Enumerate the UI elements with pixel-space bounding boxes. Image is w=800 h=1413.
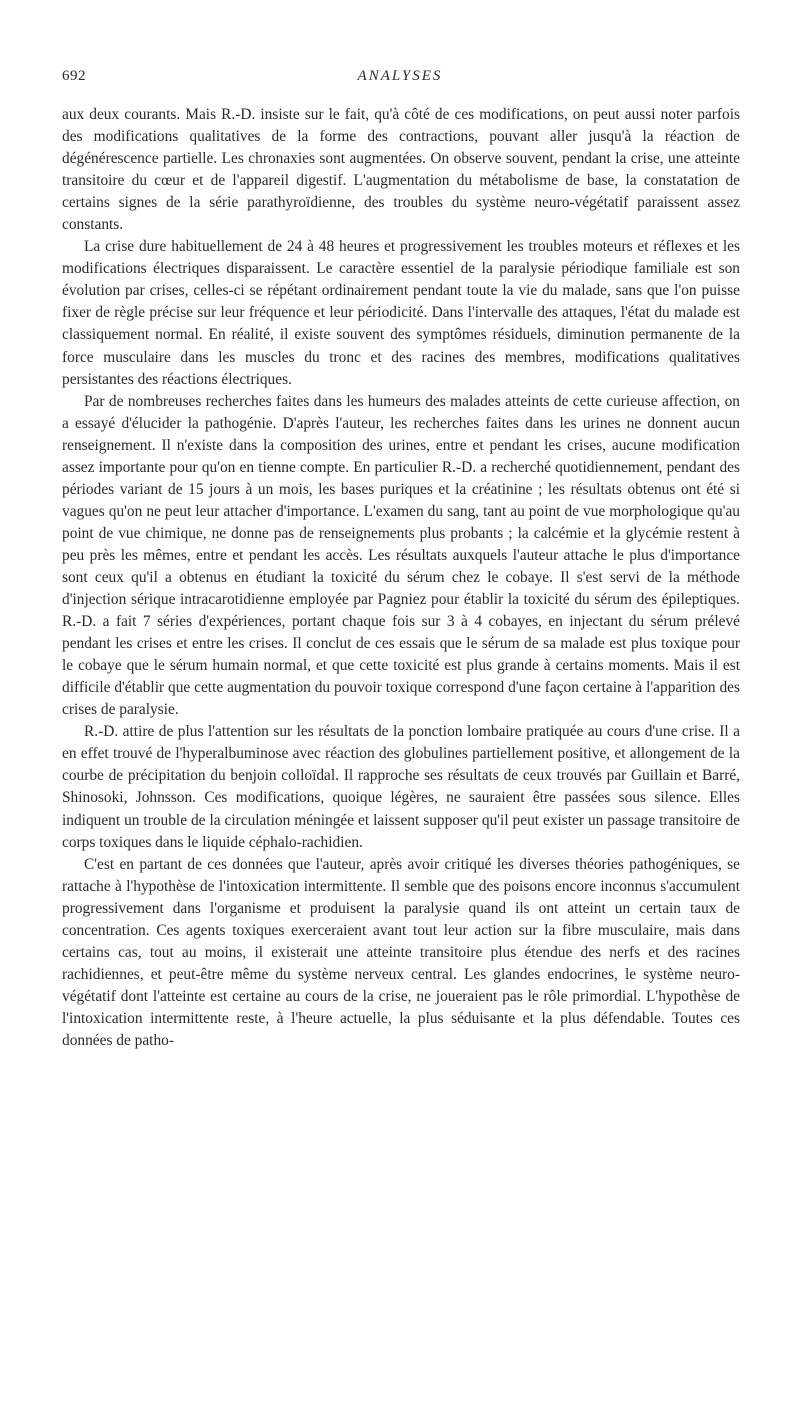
- paragraph: aux deux courants. Mais R.-D. insiste sur le fait, qu'à côté de ces modifications, on peut aussi noter parfois des modifications qualitatives de la forme des contractions, pouvant aller jusqu'à la réaction de dégénérescence partielle. Les chronaxies sont augmentées. On observe souvent, pendant la crise, une atteinte transitoire du cœur et de l'appareil digestif. L'augmentation du métabolisme de base, la constatation de certains signes de la série parathyroïdienne, des troubles du système neuro-végétatif paraissent assez constants.: [62, 106, 740, 234]
- page-number: 692: [62, 68, 86, 84]
- paragraph: La crise dure habituellement de 24 à 48 heures et progressivement les troubles moteurs et réflexes et les modifications électriques disparaissent. Le caractère essentiel de la paralysie périodique familiale est son évolution par crises, celles-ci se répétant ordinairement pendant toute la vie du malade, sans que l'on puisse fixer de règle précise sur leur fréquence et leur périodicité. Dans l'intervalle des attaques, l'état du malade est classiquement normal. En réalité, il existe souvent des symptômes résiduels, diminution permanente de la force musculaire dans les muscles du tronc et des racines des membres, modifications qualitatives persistantes des réactions électriques.: [62, 238, 740, 388]
- paragraph: Par de nombreuses recherches faites dans les humeurs des malades atteints de cette curieuse affection, on a essayé d'élucider la pathogénie. D'après l'auteur, les recherches faites dans les urines ne donnent aucun renseignement. Il n'existe dans la composition des urines, entre et pendant les crises, aucune modification assez importante pour qu'on en tienne compte. En particulier R.-D. a recherché quotidiennement, pendant des périodes variant de 15 jours à un mois, les bases puriques et la créatinine ; les résultats obtenus ont été si vagues qu'on ne peut leur attacher d'importance. L'examen du sang, tant au point de vue morphologique qu'au point de vue chimique, ne donne pas de renseignements plus probants ; la calcémie et la glycémie restent à peu près les mêmes, entre et pendant les accès. Les résultats auxquels l'auteur attache le plus d'importance sont ceux qu'il a obtenus en étudiant la toxicité du sérum chez le cobaye. Il s'est servi de la méthode d'injection sérique intracarotidienne employée par Pagniez pour établir la toxicité du sérum des épileptiques. R.-D. a fait 7 séries d'expériences, portant chaque fois sur 3 à 4 cobayes, en injectant du sérum prélevé pendant les crises et entre les crises. Il conclut de ces essais que le sérum de sa malade est plus toxique pour le cobaye que le sérum humain normal, et que cette toxicité est plus grande à certains moments. Mais il est difficile d'établir que cette augmentation du pouvoir toxique correspond d'une façon certaine à l'apparition des crises de paralysie.: [62, 392, 740, 719]
- paragraph: C'est en partant de ces données que l'auteur, après avoir critiqué les diverses théories pathogéniques, se rattache à l'hypothèse de l'intoxication intermittente. Il semble que des poisons encore inconnus s'accumulent progressivement dans l'organisme et produisent la paralysie quand ils ont atteint un certain taux de concentration. Ces agents toxiques exerceraient avant tout leur action sur la fibre musculaire, mais dans certains cas, tout au moins, il existerait une atteinte transitoire plus étendue des nerfs et des racines rachidiennes, et peut-être même du système nerveux central. Les glandes endocrines, le système neuro-végétatif dont l'atteinte est certaine au cours de la crise, ne joueraient pas le rôle primordial. L'hypothèse de l'intoxication intermittente reste, à l'heure actuelle, la plus séduisante et la plus défendable. Toutes ces données de patho-: [62, 855, 740, 1049]
- paragraph: R.-D. attire de plus l'attention sur les résultats de la ponction lombaire pratiquée au cours d'une crise. Il a en effet trouvé de l'hyperalbuminose avec réaction des globulines partiellement positive, et allongement de la courbe de précipitation du benjoin colloïdal. Il rapproche ses résultats de ceux trouvés par Guillain et Barré, Shinosoki, Johnsson. Ces modifications, quoique légères, ne sauraient être passées sous silence. Elles indiquent un trouble de la circulation méningée et laissent supposer qu'il peut exister un passage transitoire de corps toxiques dans le liquide céphalo-rachidien.: [62, 723, 740, 851]
- page-header: [62, 68, 738, 92]
- running-title: ANALYSES: [357, 68, 443, 84]
- body-text: [62, 104, 740, 1052]
